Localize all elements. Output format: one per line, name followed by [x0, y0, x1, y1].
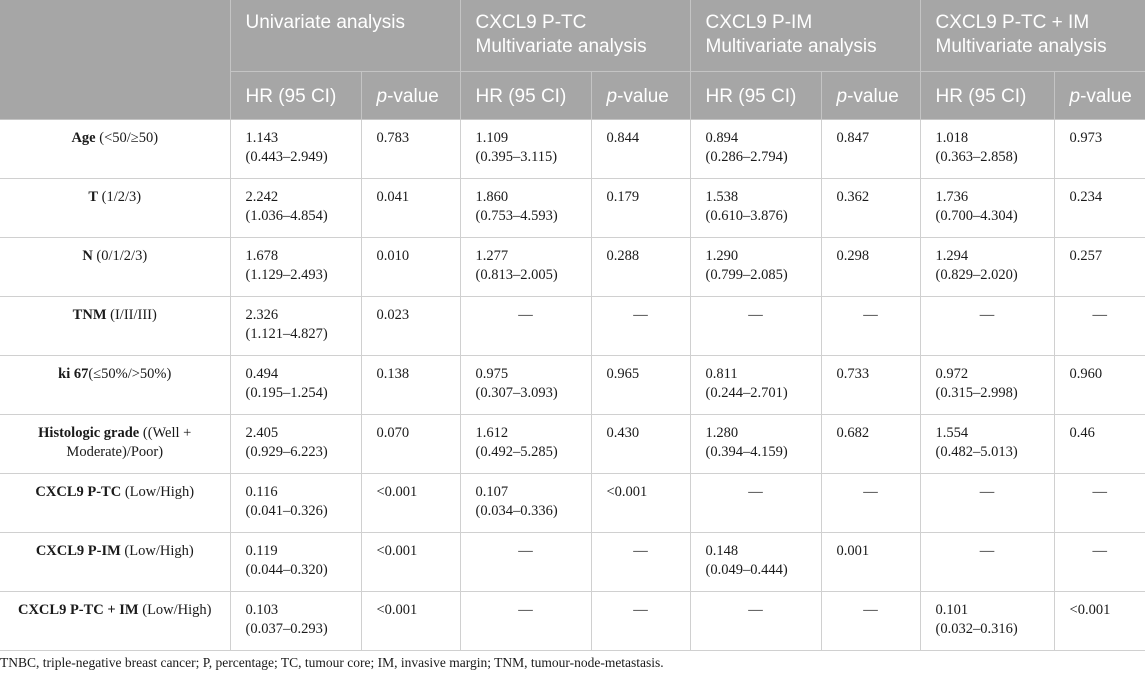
group-header-univariate: Univariate analysis	[230, 0, 460, 71]
empty-p-value-cell: —	[1054, 532, 1145, 591]
hr-value: 1.294	[935, 247, 969, 264]
hr-cell	[460, 237, 591, 296]
hr-value: 0.494	[245, 365, 279, 382]
ci-value: (0.315–2.998)	[935, 384, 1018, 401]
ci-value: (0.394–4.159)	[705, 443, 788, 460]
table-header	[0, 0, 1145, 119]
hr-cell	[230, 178, 361, 237]
ci-value: (0.363–2.858)	[935, 148, 1018, 165]
variable-categories: (I/II/III)	[110, 306, 157, 323]
ci-value: (0.753–4.593)	[475, 207, 558, 224]
hr-value: 0.103	[245, 601, 279, 618]
hr-value: 1.538	[705, 188, 739, 205]
empty-p-value-cell: —	[821, 591, 920, 650]
ci-value: (0.034–0.336)	[475, 502, 558, 519]
p-value-header	[821, 71, 920, 119]
hr-value: 0.811	[705, 365, 738, 382]
hr-cell	[230, 119, 361, 178]
hr-value: 2.242	[245, 188, 279, 205]
hr-value: 1.678	[245, 247, 279, 264]
p-value-cell: <0.001	[1054, 591, 1145, 650]
variable-cell	[0, 591, 230, 650]
variable-categories: (0/1/2/3)	[96, 247, 148, 264]
variable-cell	[0, 414, 230, 473]
p-letter: p	[606, 85, 618, 107]
hr-value: 0.116	[245, 483, 278, 500]
hr-cell	[460, 414, 591, 473]
group-header-ptc-multivariate: CXCL9 P-TC Multivariate analysis	[460, 0, 690, 71]
empty-p-value-cell: —	[1054, 296, 1145, 355]
empty-p-value-cell: —	[821, 296, 920, 355]
hr-cell	[920, 237, 1054, 296]
hr-value: 0.972	[935, 365, 969, 382]
p-suffix: -value	[1080, 85, 1132, 107]
corner-cell	[0, 0, 230, 71]
p-value-cell: <0.001	[361, 473, 460, 532]
hr-cell	[230, 414, 361, 473]
empty-p-value-cell: —	[591, 532, 690, 591]
corner-cell-lower	[0, 71, 230, 119]
table-row	[0, 591, 1145, 650]
p-value-cell: 0.362	[821, 178, 920, 237]
variable-categories: (Low/High)	[124, 542, 194, 559]
p-suffix: -value	[387, 85, 439, 107]
hr-cell	[690, 532, 821, 591]
hr-value: 1.280	[705, 424, 739, 441]
hr-cell	[690, 119, 821, 178]
group-header-pim-multivariate: CXCL9 P-IM Multivariate analysis	[690, 0, 920, 71]
empty-hr-cell: —	[920, 296, 1054, 355]
hr-cell	[920, 355, 1054, 414]
ci-value: (0.492–5.285)	[475, 443, 558, 460]
variable-cell	[0, 355, 230, 414]
table-row	[0, 355, 1145, 414]
p-suffix: -value	[617, 85, 669, 107]
variable-cell	[0, 119, 230, 178]
hr-cell	[460, 119, 591, 178]
variable-name: ki 67	[58, 365, 89, 382]
p-value-cell: 0.298	[821, 237, 920, 296]
hr-cell	[230, 532, 361, 591]
hr-cell	[920, 119, 1054, 178]
variable-cell	[0, 237, 230, 296]
hr-cell	[230, 591, 361, 650]
p-value-cell: 0.973	[1054, 119, 1145, 178]
hr-value: 2.405	[245, 424, 279, 441]
variable-name: Histologic grade	[38, 424, 140, 441]
p-value-cell: 0.138	[361, 355, 460, 414]
variable-categories: (Low/High)	[142, 601, 212, 618]
hr-value: 2.326	[245, 306, 279, 323]
p-value-cell: 0.430	[591, 414, 690, 473]
p-value-cell: 0.288	[591, 237, 690, 296]
p-value-cell: <0.001	[361, 532, 460, 591]
table-body	[0, 119, 1145, 650]
hr-value: 1.554	[935, 424, 969, 441]
hr-value: 0.975	[475, 365, 509, 382]
hr-value: 0.148	[705, 542, 739, 559]
hr-cell	[460, 178, 591, 237]
table-row	[0, 532, 1145, 591]
variable-name: CXCL9 P-TC	[35, 483, 122, 500]
hr-cell	[230, 296, 361, 355]
p-letter: p	[1069, 85, 1081, 107]
hr-cell	[920, 414, 1054, 473]
group-header-row	[0, 0, 1145, 71]
variable-cell	[0, 532, 230, 591]
variable-cell	[0, 296, 230, 355]
variable-name: T	[88, 188, 99, 205]
ci-value: (0.829–2.020)	[935, 266, 1018, 283]
variable-categories: (1/2/3)	[101, 188, 142, 205]
variable-name: TNM	[72, 306, 107, 323]
empty-p-value-cell: —	[591, 591, 690, 650]
empty-p-value-cell: —	[591, 296, 690, 355]
p-value-cell: <0.001	[361, 591, 460, 650]
hr-value: 0.101	[935, 601, 969, 618]
empty-hr-cell: —	[460, 532, 591, 591]
p-value-cell: 0.070	[361, 414, 460, 473]
empty-hr-cell: —	[690, 296, 821, 355]
hr-value: 0.107	[475, 483, 509, 500]
group-header-ptcim-multivariate: CXCL9 P-TC + IM Multivariate analysis	[920, 0, 1145, 71]
hr-value: 1.612	[475, 424, 509, 441]
hr-cell	[690, 414, 821, 473]
ci-value: (1.036–4.854)	[245, 207, 328, 224]
hr-value: 1.290	[705, 247, 739, 264]
ci-value: (1.129–2.493)	[245, 266, 328, 283]
p-value-cell: 0.847	[821, 119, 920, 178]
p-value-header	[1054, 71, 1145, 119]
empty-hr-cell: —	[460, 296, 591, 355]
p-value-cell: 0.179	[591, 178, 690, 237]
empty-hr-cell: —	[460, 591, 591, 650]
ci-value: (0.032–0.316)	[935, 620, 1018, 637]
variable-name: Age	[71, 129, 96, 146]
hr-value: 0.119	[245, 542, 278, 559]
ci-value: (0.244–2.701)	[705, 384, 788, 401]
p-value-cell: 0.234	[1054, 178, 1145, 237]
variable-categories: (Low/High)	[124, 483, 195, 500]
hr-header: HR (95 CI)	[230, 71, 361, 119]
ci-value: (0.813–2.005)	[475, 266, 558, 283]
ci-value: (0.443–2.949)	[245, 148, 328, 165]
ci-value: (0.700–4.304)	[935, 207, 1018, 224]
hr-header: HR (95 CI)	[690, 71, 821, 119]
p-value-cell: 0.041	[361, 178, 460, 237]
ci-value: (0.395–3.115)	[475, 148, 558, 165]
hr-value: 1.109	[475, 129, 509, 146]
table-row	[0, 237, 1145, 296]
table-row	[0, 119, 1145, 178]
ci-value: (0.195–1.254)	[245, 384, 328, 401]
variable-cell	[0, 473, 230, 532]
p-value-cell: 0.960	[1054, 355, 1145, 414]
variable-name: N	[82, 247, 93, 264]
ci-value: (0.482–5.013)	[935, 443, 1018, 460]
hr-header: HR (95 CI)	[460, 71, 591, 119]
table-row	[0, 178, 1145, 237]
p-value-cell: 0.783	[361, 119, 460, 178]
hr-value: 1.143	[245, 129, 279, 146]
empty-hr-cell: —	[920, 473, 1054, 532]
hr-value: 1.860	[475, 188, 509, 205]
p-value-cell: 0.46	[1054, 414, 1145, 473]
p-value-cell: 0.023	[361, 296, 460, 355]
hr-value: 0.894	[705, 129, 739, 146]
p-letter: p	[836, 85, 848, 107]
hr-cell	[920, 178, 1054, 237]
empty-hr-cell: —	[690, 473, 821, 532]
p-value-cell: 0.010	[361, 237, 460, 296]
table-footnote: TNBC, triple-negative breast cancer; P, percentage; TC, tumour core; IM, invasive margin; TNM, tumour-node-metastasis.	[0, 655, 664, 670]
hr-cell	[460, 473, 591, 532]
hr-cell	[230, 237, 361, 296]
p-value-cell: 0.733	[821, 355, 920, 414]
ci-value: (0.044–0.320)	[245, 561, 328, 578]
table-row	[0, 414, 1145, 473]
empty-hr-cell: —	[920, 532, 1054, 591]
hr-cell	[920, 591, 1054, 650]
hr-header: HR (95 CI)	[920, 71, 1054, 119]
ci-value: (0.049–0.444)	[705, 561, 788, 578]
p-value-cell: 0.682	[821, 414, 920, 473]
ci-value: (1.121–4.827)	[245, 325, 328, 342]
p-letter: p	[376, 85, 388, 107]
p-value-header	[361, 71, 460, 119]
hr-value: 1.018	[935, 129, 969, 146]
ci-value: (0.929–6.223)	[245, 443, 328, 460]
p-value-cell: 0.257	[1054, 237, 1145, 296]
ci-value: (0.041–0.326)	[245, 502, 328, 519]
variable-categories: ((Well + Moderate)/Poor)	[66, 424, 192, 460]
p-value-cell: 0.001	[821, 532, 920, 591]
empty-hr-cell: —	[690, 591, 821, 650]
variable-name: CXCL9 P-TC + IM	[17, 601, 139, 618]
hr-cell	[690, 178, 821, 237]
hr-value: 1.277	[475, 247, 509, 264]
variable-categories: (<50/≥50)	[99, 129, 159, 146]
p-value-cell: 0.844	[591, 119, 690, 178]
hr-cell	[230, 355, 361, 414]
p-value-cell: <0.001	[591, 473, 690, 532]
table-row	[0, 296, 1145, 355]
hr-value: 1.736	[935, 188, 969, 205]
table-row	[0, 473, 1145, 532]
p-value-cell: 0.965	[591, 355, 690, 414]
hr-cell	[460, 355, 591, 414]
hr-cell	[690, 355, 821, 414]
empty-p-value-cell: —	[1054, 473, 1145, 532]
sub-header-row	[0, 71, 1145, 119]
hr-cell	[230, 473, 361, 532]
ci-value: (0.610–3.876)	[705, 207, 788, 224]
p-suffix: -value	[847, 85, 899, 107]
variable-cell	[0, 178, 230, 237]
empty-p-value-cell: —	[821, 473, 920, 532]
p-value-header	[591, 71, 690, 119]
ci-value: (0.037–0.293)	[245, 620, 328, 637]
variable-name: CXCL9 P-IM	[35, 542, 121, 559]
ci-value: (0.286–2.794)	[705, 148, 788, 165]
hr-cell	[690, 237, 821, 296]
variable-categories: (≤50%/>50%)	[88, 365, 172, 382]
ci-value: (0.799–2.085)	[705, 266, 788, 283]
ci-value: (0.307–3.093)	[475, 384, 558, 401]
